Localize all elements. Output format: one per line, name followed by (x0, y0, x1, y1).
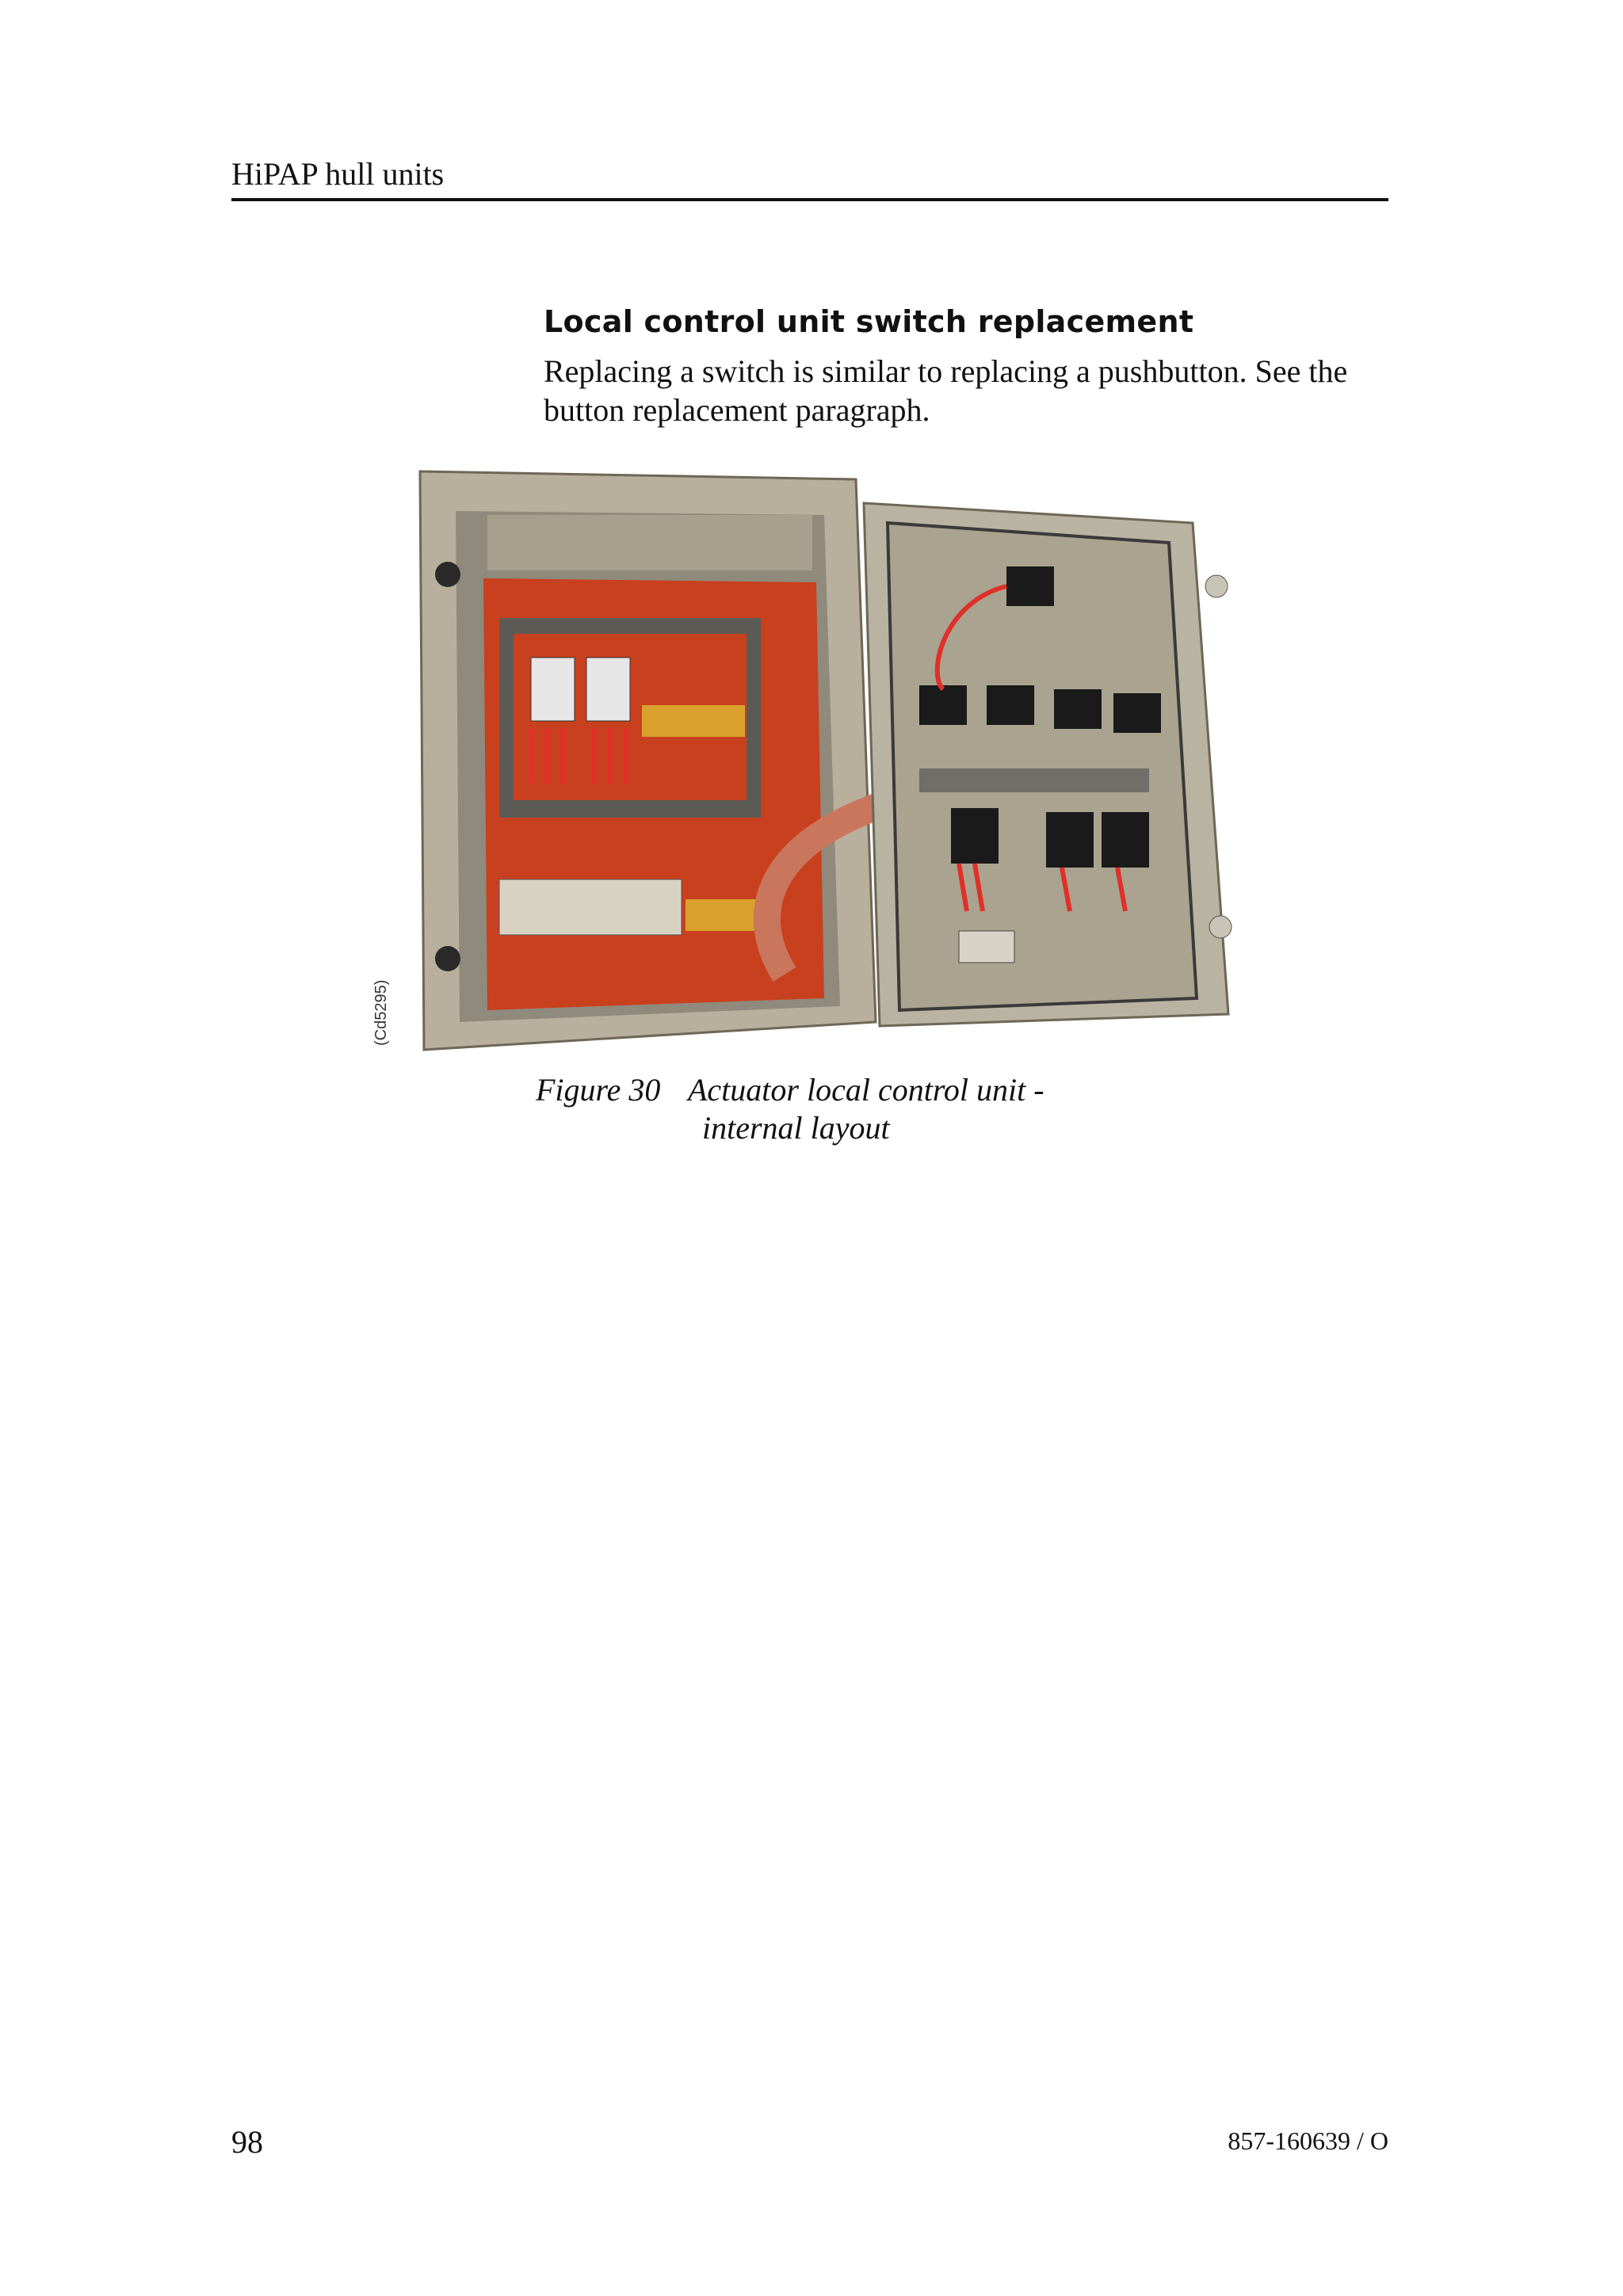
page-number: 98 (231, 2124, 263, 2160)
control-unit-photo (412, 467, 1236, 1054)
caption-line2: internal layout (702, 1110, 890, 1146)
document-code: 857-160639 / O (1228, 2126, 1388, 2155)
header-rule (231, 198, 1388, 201)
caption-line1: Actuator local control unit - (688, 1072, 1044, 1108)
figure-id-label: (Cd5295) (372, 979, 390, 1046)
figure-caption (536, 1071, 1044, 1147)
caption-number: Figure 30 (536, 1072, 661, 1108)
section-heading: Local control unit switch replacement (544, 304, 1194, 339)
running-header: HiPAP hull units (231, 156, 445, 192)
body-paragraph: Replacing a switch is similar to replacing a pushbutton. See the button replacement paragraph. (544, 353, 1348, 428)
